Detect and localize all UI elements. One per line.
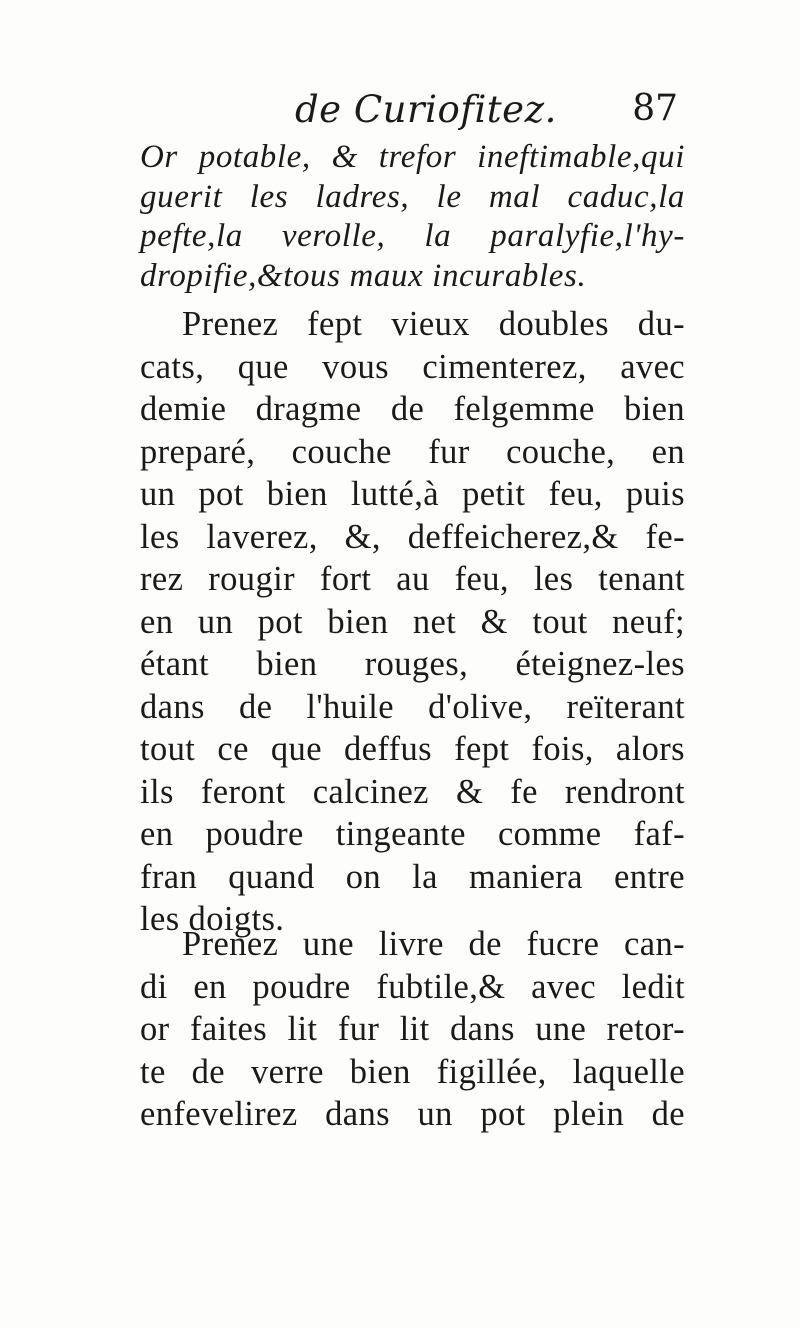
text-line: or faites lit fur lit dans une retor- xyxy=(140,1010,685,1048)
text-line: di en poudre fubtile,& avec ledit xyxy=(140,967,685,1006)
text-line: cats, que vous cimenterez, avec xyxy=(140,347,685,386)
paragraph-2 xyxy=(140,923,685,1136)
text-line: les doigts. xyxy=(140,900,285,938)
text-line: dropifie,&tous maux incurables. xyxy=(140,257,587,294)
text-line: Prenez fept vieux doubles du- xyxy=(182,305,685,343)
text-line: Prenez une livre de fucre can- xyxy=(182,925,685,963)
running-title: de Curiofitez. xyxy=(295,88,557,131)
text-line: fran quand on la maniera entre xyxy=(140,857,685,896)
text-line: Or potable, & trefor ineftimable,qui xyxy=(140,139,685,175)
text-line: te de verre bien figillée, laquelle xyxy=(140,1052,685,1091)
text-line: demie dragme de felgemme bien xyxy=(140,390,685,428)
text-line: pefte,la verolle, la paralyfie,l'hy- xyxy=(140,218,685,254)
text-line: étant bien rouges, éteignez-les xyxy=(140,645,685,683)
page-number: 87 xyxy=(632,88,678,129)
text-line: ils feront calcinez & fe rendront xyxy=(140,772,685,811)
text-line: preparé, couche fur couche, en xyxy=(140,432,685,471)
text-line: un pot bien lutté,à petit feu, puis xyxy=(140,475,685,513)
text-line: en un pot bien net & tout neuf; xyxy=(140,602,685,641)
text-line: dans de l'huile d'olive, reïterant xyxy=(140,687,685,726)
italic-passage xyxy=(140,138,685,296)
text-line: guerit les ladres, le mal caduc,la xyxy=(140,178,685,215)
text-line: rez rougir fort au feu, les tenant xyxy=(140,560,685,598)
text-line: tout ce que deffus fept fois, alors xyxy=(140,730,685,768)
text-line: enfevelirez dans un pot plein de xyxy=(140,1095,685,1133)
text-line: les laverez, &, deffeicherez,& fe- xyxy=(140,517,685,556)
paragraph-1 xyxy=(140,303,685,941)
text-line: en poudre tingeante comme faf- xyxy=(140,815,685,853)
